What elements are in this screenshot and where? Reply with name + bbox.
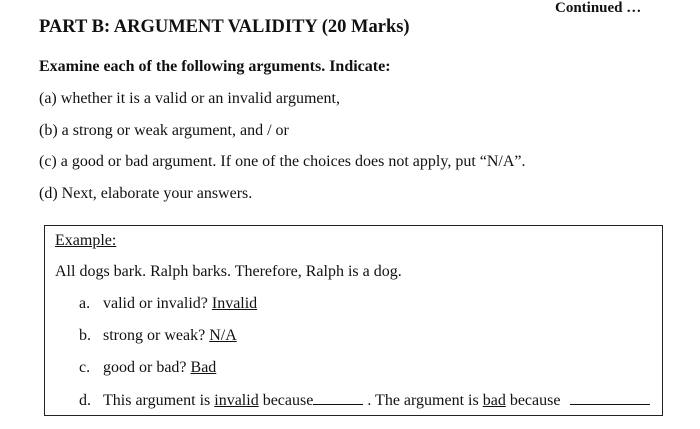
continued-label: Continued … bbox=[555, 0, 642, 16]
example-question-c bbox=[79, 359, 216, 377]
elaboration-text-2: because bbox=[262, 392, 314, 409]
instruction-item-d: (d) Next, elaborate your answers. bbox=[39, 185, 253, 202]
example-statement: All dogs bark. Ralph barks. Therefore, Ralph is a dog. bbox=[55, 263, 402, 280]
question-letter: d. bbox=[79, 392, 91, 409]
instruction-item-b: (b) a strong or weak argument, and / or bbox=[39, 122, 289, 139]
question-letter: a. bbox=[79, 295, 91, 312]
example-question-d bbox=[79, 391, 650, 410]
elaboration-text-4: because bbox=[509, 392, 561, 409]
question-prompt: valid or invalid? bbox=[103, 295, 208, 312]
instruction-item-c: (c) a good or bad argument. If one of the choices does not apply, put “N/A”. bbox=[39, 153, 526, 170]
instructions-heading: Examine each of the following arguments. Indicate: bbox=[39, 58, 391, 75]
elaboration-text-1: This argument is bbox=[103, 392, 211, 409]
question-answer: N/A bbox=[209, 327, 237, 344]
question-letter: b. bbox=[79, 327, 91, 344]
question-answer: Invalid bbox=[211, 295, 258, 312]
elaboration-validity-word: invalid bbox=[214, 392, 259, 409]
example-title: Example: bbox=[55, 232, 117, 249]
question-answer: Bad bbox=[190, 359, 217, 376]
example-question-a bbox=[79, 295, 257, 313]
part-title: PART B: ARGUMENT VALIDITY (20 Marks) bbox=[39, 17, 410, 37]
instruction-item-a: (a) whether it is a valid or an invalid argument, bbox=[39, 90, 340, 107]
question-letter: c. bbox=[79, 359, 91, 376]
example-question-b bbox=[79, 327, 237, 345]
answer-blank-1[interactable] bbox=[313, 391, 363, 405]
question-prompt: strong or weak? bbox=[103, 327, 206, 344]
elaboration-text-3: . The argument is bbox=[367, 392, 479, 409]
answer-blank-2[interactable] bbox=[570, 391, 650, 405]
example-box bbox=[44, 225, 663, 416]
elaboration-quality-word: bad bbox=[482, 392, 506, 409]
question-prompt: good or bad? bbox=[103, 359, 187, 376]
